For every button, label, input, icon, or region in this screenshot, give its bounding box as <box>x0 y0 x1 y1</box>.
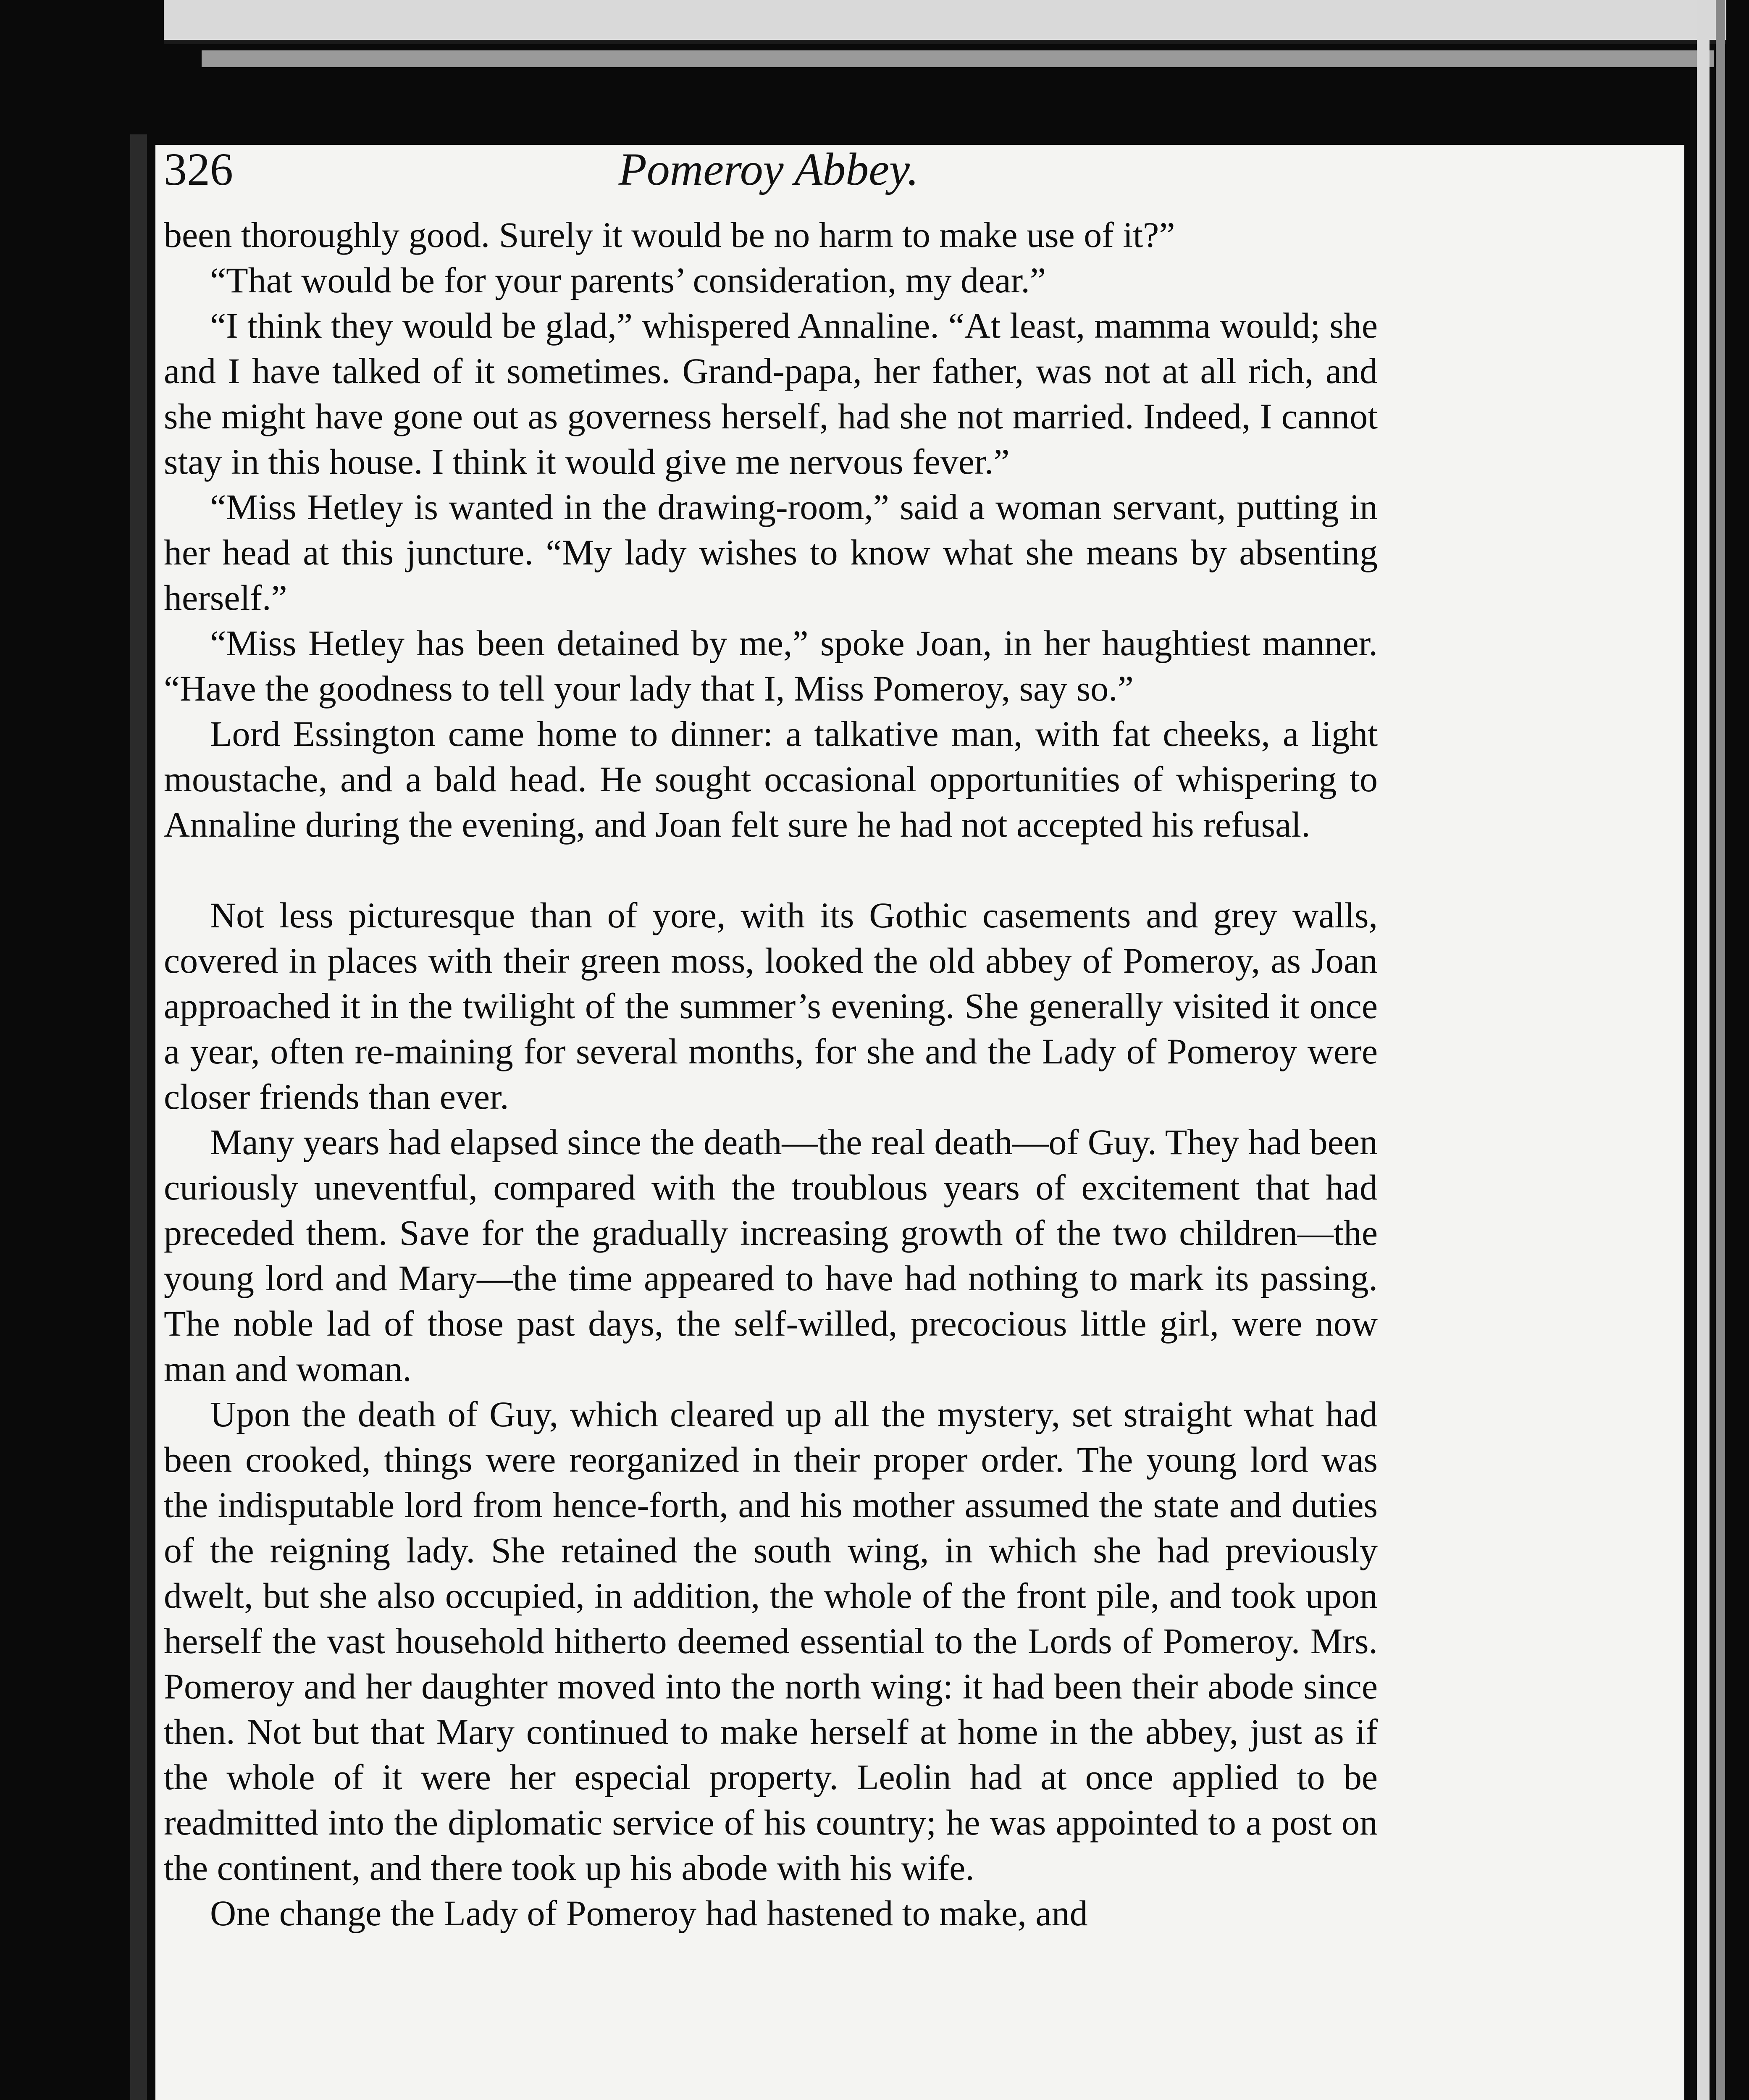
paragraph: Not less picturesque than of yore, with its Gothic casements and grey walls, covered in places with their green moss, looked the old abbey of Pomeroy, as Joan approached it in the twilight of the summer’s evening. She generally visited it once a year, often re-maining for several months, for she and the Lady of Pomeroy were closer friends than ever. <box>164 895 1378 1117</box>
previous-page-edge <box>164 0 1726 44</box>
binding-shadow <box>202 50 1714 67</box>
page-header <box>164 143 1373 210</box>
paragraph: One change the Lady of Pomeroy had hastened to make, and <box>210 1893 1088 1933</box>
paragraph: “Miss Hetley has been detained by me,” spoke Joan, in her haughtiest manner. “Have the goodness to tell your lady that I, Miss Pomeroy, say so.” <box>164 623 1378 709</box>
paragraph: Lord Essington came home to dinner: a talkative man, with fat cheeks, a light moustache, and a bald head. He sought occasional opportunities of whispering to Annaline during the evening, and Joan felt sure he had not accepted his refusal. <box>164 714 1378 845</box>
paragraph: Many years had elapsed since the death—the real death—of Guy. They had been curiously uneventful, compared with the troublous years of excitement that had preceded them. Save for the gradually increasing growth of the two children—the young lord and Mary—the time appeared to have had nothing to mark its passing. The noble lad of those past days, the self-willed, precocious little girl, were now man and woman. <box>164 1122 1378 1389</box>
left-binding-edge <box>130 134 147 2100</box>
page-body <box>164 212 1378 1936</box>
right-page-edge <box>1697 0 1710 2100</box>
page-number: 326 <box>164 144 233 195</box>
paragraph: “Miss Hetley is wanted in the drawing-room,” said a woman servant, putting in her head at this juncture. “My lady wishes to know what she means by absenting herself.” <box>164 487 1378 618</box>
running-title: Pomeroy Abbey. <box>618 144 919 195</box>
paragraph: “That would be for your parents’ consideration, my dear.” <box>210 260 1046 300</box>
paragraph: been thoroughly good. Surely it would be no harm to make use of it?” <box>164 215 1175 255</box>
paragraph: Upon the death of Guy, which cleared up all the mystery, set straight what had been crooked, things were reorganized in their proper order. The young lord was the indisputable lord from hence-forth, and his mother assumed the state and duties of the reigning lady. She retained the south wing, in which she had previously dwelt, but she also occupied, in addition, the whole of the front pile, and took upon herself the vast household hitherto deemed essential to the Lords of Pomeroy. Mrs. Pomeroy and her daughter moved into the north wing: it had been their abode since then. Not but that Mary continued to make herself at home in the abbey, just as if the whole of it were her especial property. Leolin had at once applied to be readmitted into the diplomatic service of his country; he was appointed to a post on the continent, and there took up his abode with his wife. <box>164 1394 1378 1888</box>
right-page-edge-shadow <box>1716 0 1725 2100</box>
paragraph: “I think they would be glad,” whispered Annaline. “At least, mamma would; she and I have talked of it sometimes. Grand-papa, her father, was not at all rich, and she might have gone out as governess herself, had she not married. Indeed, I cannot stay in this house. I think it would give me nervous fever.” <box>164 305 1378 482</box>
section-break <box>164 847 1378 892</box>
